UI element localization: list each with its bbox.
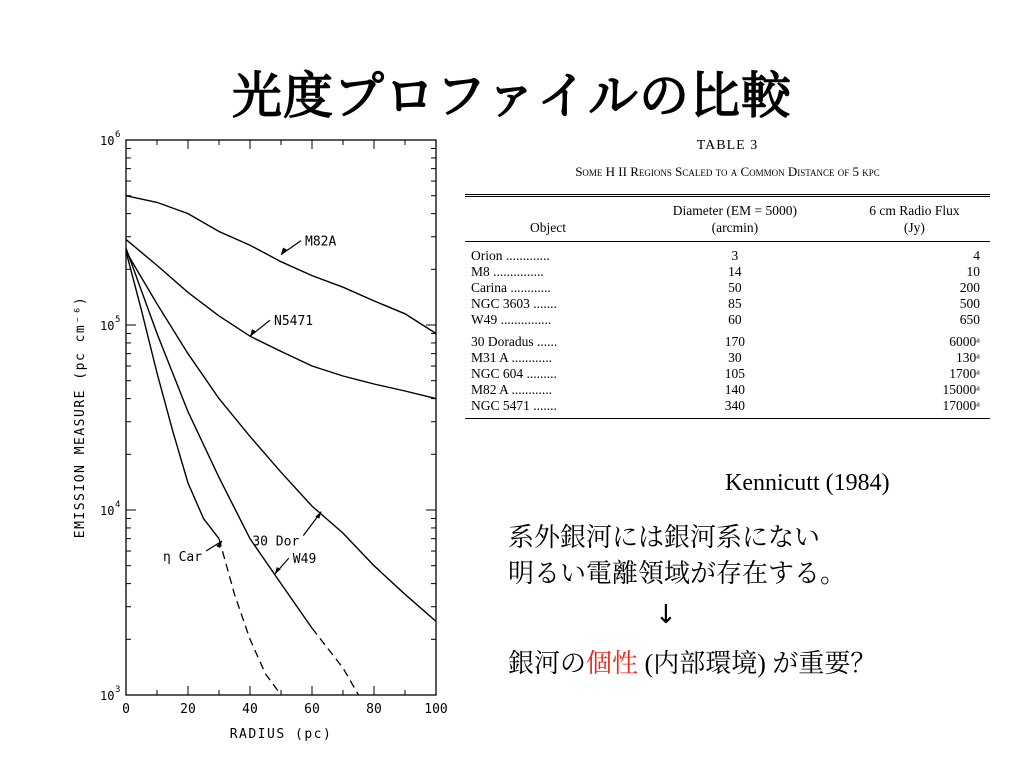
conclusion-pre: 銀河の — [508, 649, 587, 679]
cell-flux: 4 — [973, 247, 980, 263]
conclusion-post: が重要？ — [772, 649, 877, 679]
y-tick-exp: 5 — [115, 315, 121, 325]
series-line-m82a — [126, 196, 436, 334]
series-line-car — [126, 251, 219, 538]
series-label: N5471 — [274, 314, 314, 330]
down-arrow-icon: ↓ — [655, 600, 677, 630]
series-labels — [163, 235, 337, 574]
y-tick-label — [100, 685, 120, 703]
citation: Kennicutt (1984) — [725, 470, 890, 496]
series-label: η Car — [162, 549, 203, 565]
y-tick-label — [100, 500, 120, 518]
header-flux: 6 cm Radio Flux (Jy) — [869, 203, 960, 235]
x-axis-label: RADIUS (pc) — [229, 727, 333, 742]
cell-diameter: 50 — [728, 279, 742, 295]
series-dashed-w49 — [312, 628, 359, 695]
y-tick-exp: 4 — [115, 500, 121, 510]
table-header-row — [465, 197, 990, 241]
cell-diameter: 140 — [724, 381, 746, 397]
slide-title: 光度プロファイルの比較 — [232, 67, 792, 125]
emission-measure-chart — [60, 125, 460, 750]
cell-flux: 1700ᵃ — [949, 365, 980, 381]
series-dashed-car — [219, 539, 281, 695]
x-tick-label: 80 — [366, 702, 382, 717]
table-row — [465, 280, 990, 296]
note-text — [508, 520, 846, 592]
hii-region-table — [465, 138, 990, 419]
plot-frame — [126, 140, 436, 695]
table-row — [465, 350, 990, 366]
table-row — [465, 366, 990, 382]
cell-flux: 15000ᵃ — [942, 381, 980, 397]
series-leader — [281, 241, 301, 255]
x-tick-label: 40 — [242, 702, 258, 717]
x-tick-label: 20 — [180, 702, 196, 717]
cell-object: M82 A ............ — [471, 381, 553, 397]
conclusion-paren: (内部環境) — [638, 649, 773, 678]
cell-object: Orion ............. — [471, 247, 550, 263]
cell-diameter: 340 — [724, 397, 746, 413]
x-tick-label: 60 — [304, 702, 320, 717]
table-subtitle: Some H II Regions Scaled to a Common Distance of 5 kpc — [575, 164, 880, 179]
axis-ticks — [126, 140, 436, 695]
cell-object: M8 ............... — [471, 263, 544, 279]
header-object: Object — [530, 219, 566, 235]
cell-object: 30 Doradus ...... — [471, 333, 558, 349]
y-tick-base: 10 — [100, 689, 115, 703]
cell-flux: 130ᵃ — [956, 349, 980, 365]
table-row — [465, 312, 990, 328]
table-row — [465, 398, 990, 414]
header-diameter: Diameter (EM = 5000) (arcmin) — [672, 203, 797, 235]
series-line-w49 — [126, 248, 312, 628]
y-tick-base: 10 — [100, 134, 115, 148]
cell-flux: 200 — [959, 279, 980, 295]
x-tick-label: 100 — [424, 702, 448, 717]
series-label: M82A — [305, 234, 337, 250]
cell-object: Carina ............ — [471, 279, 551, 295]
cell-diameter: 170 — [724, 333, 746, 349]
cell-object: NGC 604 ......... — [471, 365, 557, 381]
cell-diameter: 14 — [728, 263, 742, 279]
cell-diameter: 105 — [724, 365, 746, 381]
series-lines — [126, 196, 436, 695]
series-label: W49 — [292, 552, 317, 568]
table-row — [465, 334, 990, 350]
cell-diameter: 30 — [728, 349, 742, 365]
data-table — [465, 197, 990, 414]
table-bottom-rule — [465, 418, 990, 419]
y-tick-base: 10 — [100, 504, 115, 518]
conclusion-emphasis: 個性 — [586, 649, 639, 679]
cell-flux: 10 — [966, 263, 980, 279]
y-tick-exp: 3 — [115, 685, 121, 695]
table-row — [465, 248, 990, 264]
series-leader — [250, 320, 270, 336]
y-tick-base: 10 — [100, 319, 115, 333]
y-axis-label: EMISSION MEASURE (pc cm⁻⁶) — [73, 295, 88, 539]
cell-object: NGC 5471 ....... — [471, 397, 557, 413]
table-row — [465, 264, 990, 280]
table-body — [465, 248, 990, 414]
y-tick-label — [100, 130, 120, 148]
note-line-2: 明るい電離領域が存在する。 — [508, 559, 847, 589]
cell-flux: 6000ᵃ — [949, 333, 980, 349]
table-title: TABLE 3 — [696, 138, 759, 153]
cell-flux: 500 — [959, 295, 980, 311]
cell-object: M31 A ............ — [471, 349, 553, 365]
note-line-1: 系外銀河には銀河系にない — [508, 523, 821, 553]
conclusion-line — [508, 643, 876, 680]
cell-diameter: 60 — [728, 311, 742, 327]
series-label: 30 Dor — [252, 534, 300, 550]
table-row — [465, 296, 990, 312]
cell-flux: 17000ᵃ — [942, 397, 980, 413]
cell-diameter: 3 — [731, 247, 739, 263]
x-tick-labels — [122, 702, 448, 717]
x-tick-label: 0 — [122, 702, 130, 717]
y-tick-exp: 6 — [115, 130, 121, 140]
cell-flux: 650 — [959, 311, 980, 327]
cell-object: NGC 3603 ....... — [471, 295, 557, 311]
table-row — [465, 382, 990, 398]
y-tick-label — [100, 315, 120, 333]
y-tick-labels — [100, 130, 120, 703]
cell-diameter: 85 — [728, 295, 742, 311]
cell-object: W49 ............... — [471, 311, 552, 327]
